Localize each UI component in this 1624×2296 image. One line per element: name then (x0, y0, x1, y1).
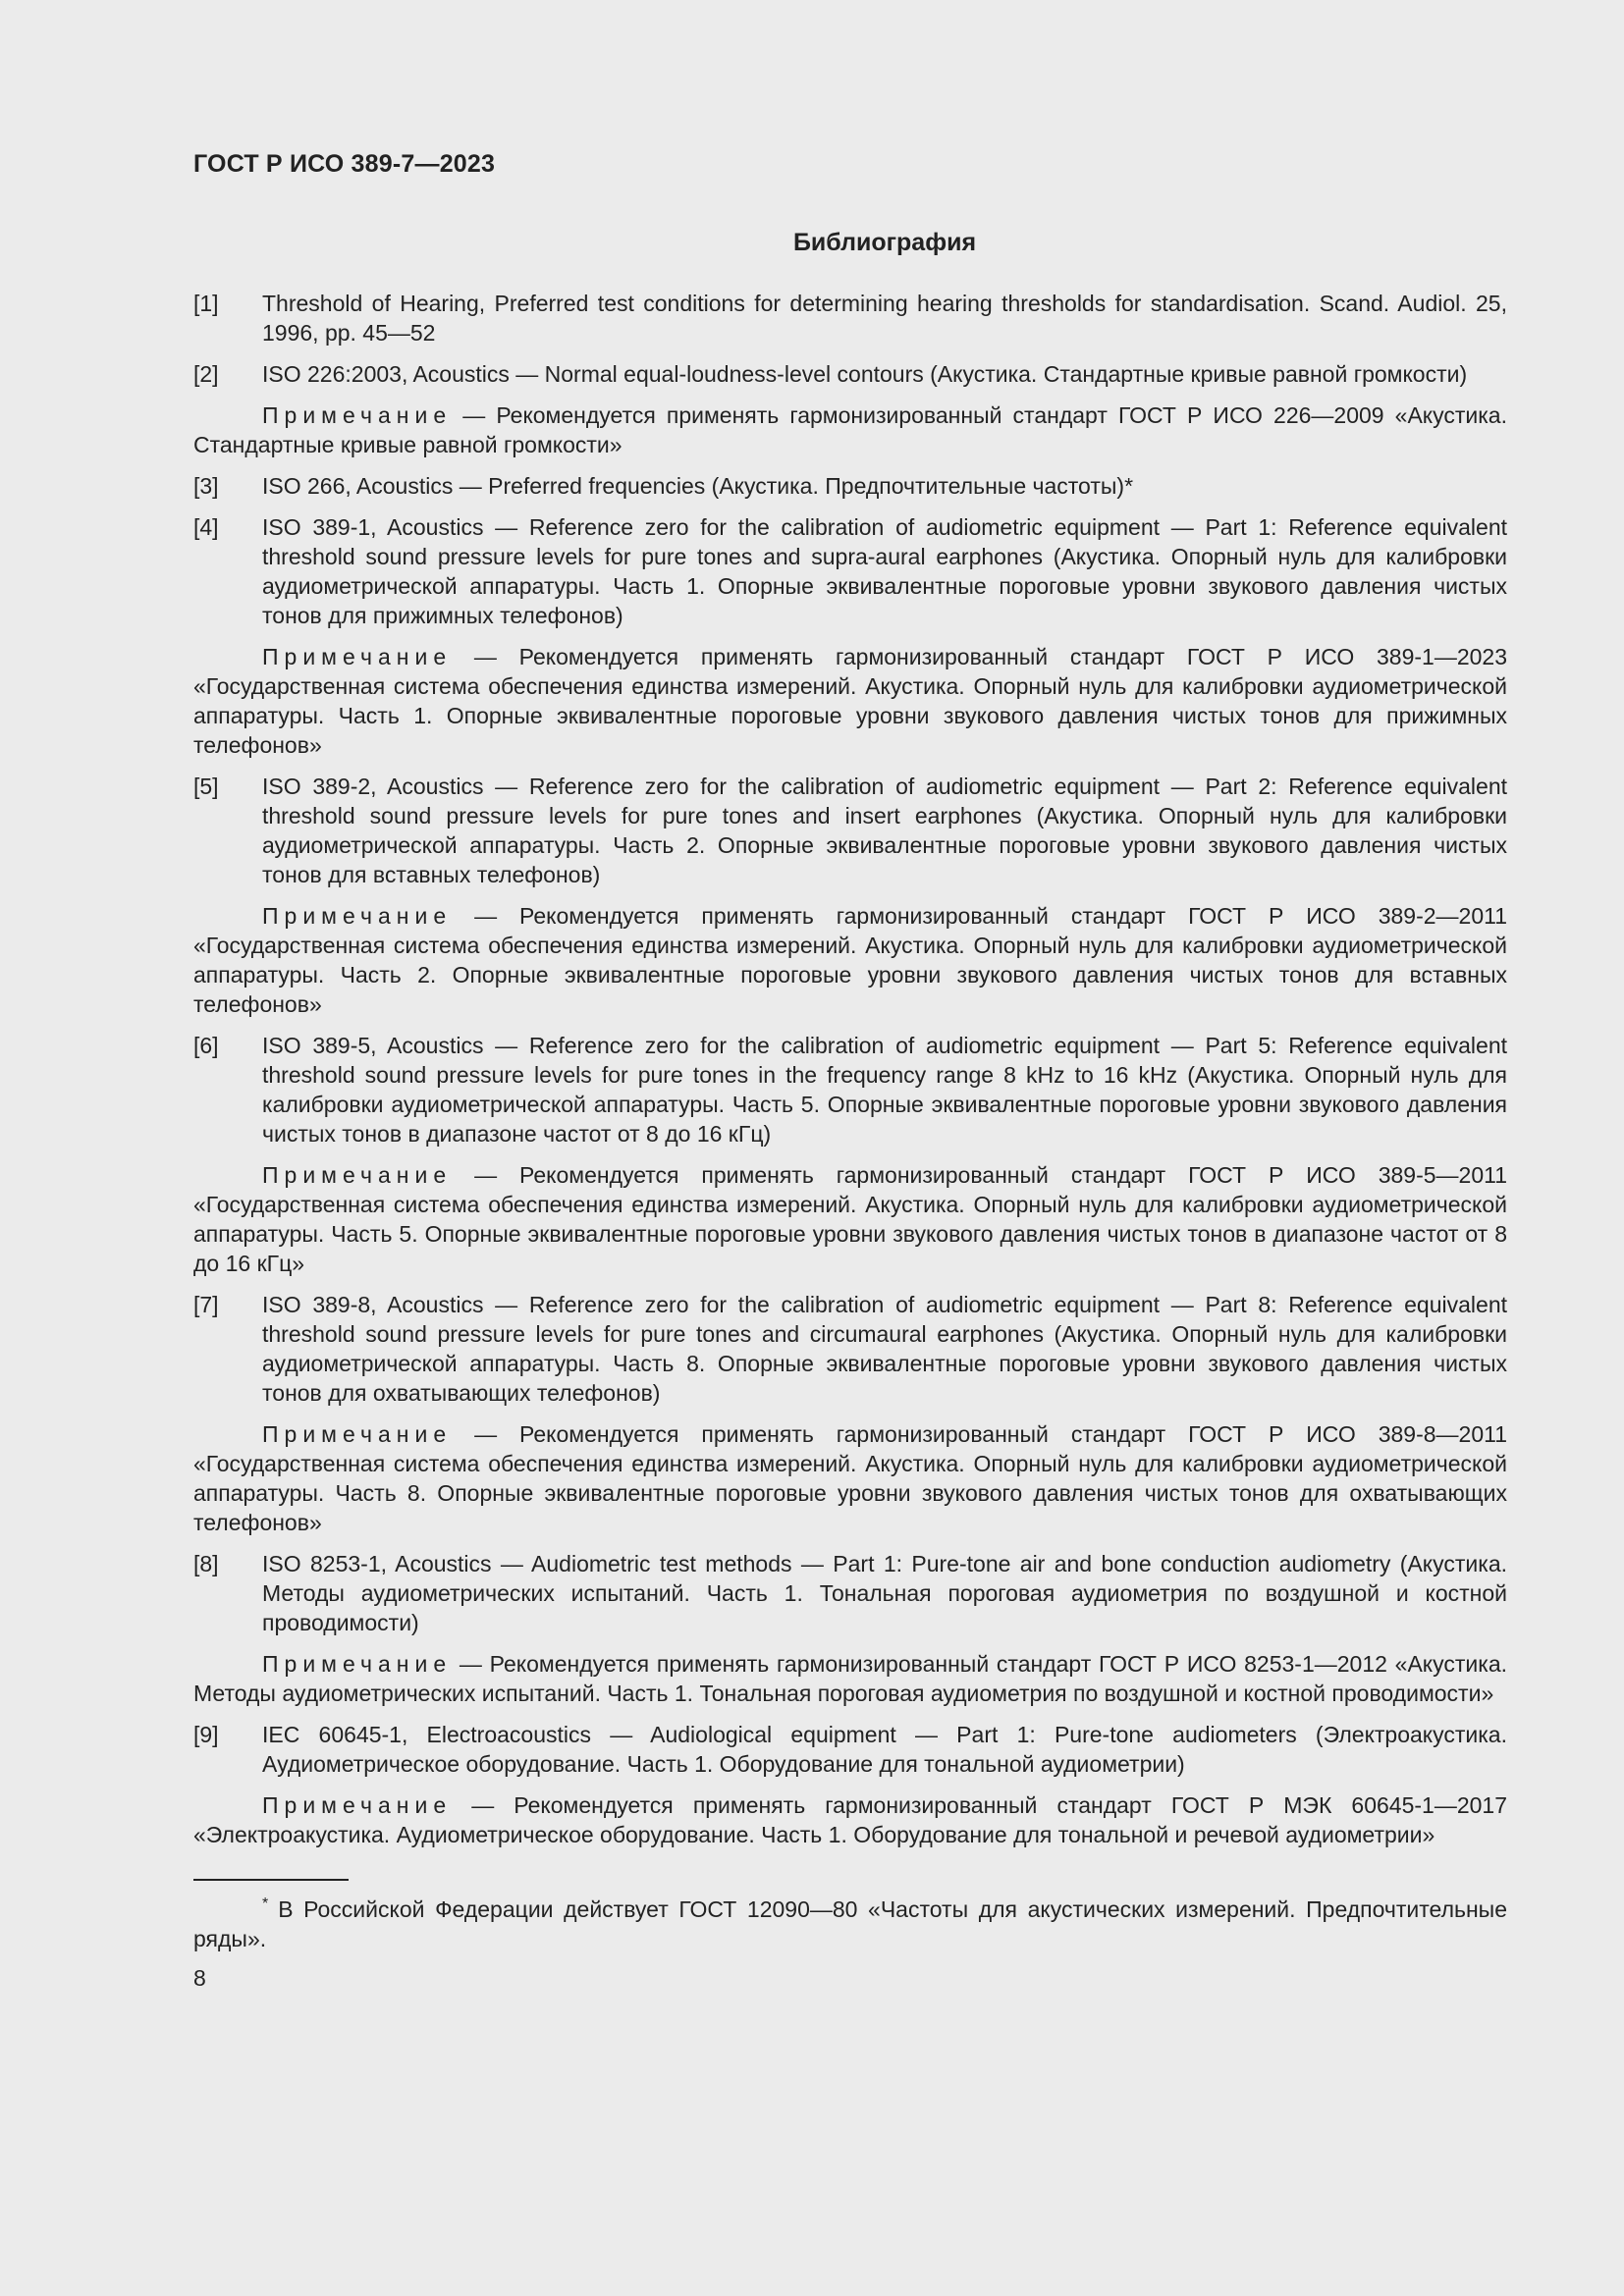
references-list (193, 289, 1507, 1849)
footnote-text: В Российской Федерации действует ГОСТ 12090—80 «Частоты для акустических измерений. Предпочтительные ряды». (193, 1896, 1507, 1951)
reference-note (193, 642, 1507, 760)
reference-number: [7] (193, 1292, 219, 1317)
reference-item (193, 1031, 1507, 1148)
note-text: — Рекомендуется применять гармонизированный стандарт ГОСТ Р ИСО 389-2—2011 «Государственная система обеспечения единства измерений. Акустика. Опорный нуль для калибровки аудиометрической аппаратуры. Часть 2. Опорные эквивалентные пороговые уровни звукового давления чистых тонов для вставных телефонов» (193, 903, 1507, 1017)
reference-number: [1] (193, 291, 219, 316)
reference-item (193, 471, 1507, 501)
note-text: — Рекомендуется применять гармонизированный стандарт ГОСТ Р ИСО 389-5—2011 «Государственная система обеспечения единства измерений. Акустика. Опорный нуль для калибровки аудиометрической аппаратуры. Часть 5. Опорные эквивалентные пороговые уровни звукового давления чистых тонов в диапазоне частот от 8 до 16 кГц» (193, 1162, 1507, 1276)
note-label: Примечание (262, 644, 453, 669)
reference-note (193, 1419, 1507, 1537)
note-label: Примечание (262, 1792, 453, 1818)
reference-text: ISO 389-2, Acoustics — Reference zero for the calibration of audiometric equipment — Part 2: Reference equivalent threshold sound pressure levels for pure tones and insert earphones (Акустика. Опорный нуль для калибровки аудиометрической аппаратуры. Часть 2. Опорные эквивалентные пороговые уровни звукового давления чистых тонов для вставных телефонов) (262, 774, 1507, 887)
reference-number: [9] (193, 1722, 219, 1747)
reference-number: [6] (193, 1033, 219, 1058)
note-label: Примечание (262, 1651, 453, 1677)
note-text: — Рекомендуется применять гармонизированный стандарт ГОСТ Р ИСО 8253-1—2012 «Акустика. Методы аудиометрических испытаний. Часть 1. Тональная пороговая аудиометрия по воздушной и костной проводимости» (193, 1651, 1507, 1706)
reference-item (193, 1290, 1507, 1408)
footnote (193, 1895, 1507, 1953)
note-text: — Рекомендуется применять гармонизированный стандарт ГОСТ Р ИСО 226—2009 «Акустика. Стандартные кривые равной громкости» (193, 402, 1507, 457)
page-number: 8 (193, 1965, 206, 1991)
note-text: — Рекомендуется применять гармонизированный стандарт ГОСТ Р ИСО 389-1—2023 «Государственная система обеспечения единства измерений. Акустика. Опорный нуль для калибровки аудиометрической аппаратуры. Часть 1. Опорные эквивалентные пороговые уровни звукового давления чистых тонов для прижимных телефонов» (193, 644, 1507, 758)
reference-text: ISO 226:2003, Acoustics — Normal equal-loudness-level contours (Акустика. Стандартные кривые равной громкости) (262, 361, 1468, 387)
reference-number: [8] (193, 1551, 219, 1576)
reference-text: Threshold of Hearing, Preferred test conditions for determining hearing thresholds for standardisation. Scand. Audiol. 25, 1996, pp. 45—52 (262, 291, 1507, 346)
reference-item (193, 1720, 1507, 1779)
reference-text: ISO 266, Acoustics — Preferred frequencies (Акустика. Предпочтительные частоты)* (262, 473, 1134, 499)
reference-number: [2] (193, 361, 219, 387)
reference-item (193, 1549, 1507, 1637)
footnote-mark: * (262, 1896, 269, 1913)
reference-note (193, 901, 1507, 1019)
reference-item (193, 512, 1507, 630)
reference-item (193, 359, 1507, 389)
reference-note (193, 400, 1507, 459)
note-label: Примечание (262, 402, 453, 428)
document-page (193, 147, 1507, 1993)
reference-text: ISO 389-8, Acoustics — Reference zero for the calibration of audiometric equipment — Part 8: Reference equivalent threshold sound pressure levels for pure tones and circumaural earphones (Акустика. Опорный нуль для калибровки аудиометрической аппаратуры. Часть 8. Опорные эквивалентные пороговые уровни звукового давления чистых тонов для охватывающих телефонов) (262, 1292, 1507, 1406)
note-label: Примечание (262, 903, 453, 929)
reference-item (193, 289, 1507, 347)
reference-text: ISO 389-1, Acoustics — Reference zero for the calibration of audiometric equipment — Part 1: Reference equivalent threshold sound pressure levels for pure tones and supra-aural earphones (Акустика. Опорный нуль для калибровки аудиометрической аппаратуры. Часть 1. Опорные эквивалентные пороговые уровни звукового давления чистых тонов для прижимных телефонов) (262, 514, 1507, 628)
footnotes (193, 1879, 1507, 1953)
reference-note (193, 1790, 1507, 1849)
reference-number: [4] (193, 514, 219, 540)
reference-text: ISO 8253-1, Acoustics — Audiometric test methods — Part 1: Pure-tone air and bone conduction audiometry (Акустика. Методы аудиометрических испытаний. Часть 1. Тональная пороговая аудиометрия по воздушной и костной проводимости) (262, 1551, 1507, 1635)
reference-number: [3] (193, 473, 219, 499)
note-label: Примечание (262, 1162, 453, 1188)
reference-note (193, 1160, 1507, 1278)
bibliography-title: Библиография (792, 229, 977, 256)
footnote-divider (193, 1879, 349, 1881)
reference-item (193, 772, 1507, 889)
reference-note (193, 1649, 1507, 1708)
reference-text: IEC 60645-1, Electroacoustics — Audiological equipment — Part 1: Pure-tone audiometers (Электроакустика. Аудиометрическое оборудование. Часть 1. Оборудование для тональной аудиометрии) (262, 1722, 1507, 1777)
document-header: ГОСТ Р ИСО 389-7—2023 (193, 150, 496, 178)
reference-number: [5] (193, 774, 219, 799)
note-text: — Рекомендуется применять гармонизированный стандарт ГОСТ Р ИСО 389-8—2011 «Государственная система обеспечения единства измерений. Акустика. Опорный нуль для калибровки аудиометрической аппаратуры. Часть 8. Опорные эквивалентные пороговые уровни звукового давления чистых тонов для охватывающих телефонов» (193, 1421, 1507, 1535)
reference-text: ISO 389-5, Acoustics — Reference zero for the calibration of audiometric equipment — Part 5: Reference equivalent threshold sound pressure levels for pure tones in the frequency range 8 kHz to 16 kHz (Акустика. Опорный нуль для калибровки аудиометрической аппаратуры. Часть 5. Опорные эквивалентные пороговые уровни звукового давления чистых тонов в диапазоне частот от 8 до 16 кГц) (262, 1033, 1507, 1147)
note-label: Примечание (262, 1421, 453, 1447)
note-text: — Рекомендуется применять гармонизированный стандарт ГОСТ Р МЭК 60645-1—2017 «Электроакустика. Аудиометрическое оборудование. Часть 1. Оборудование для тональной и речевой аудиометрии» (193, 1792, 1507, 1847)
